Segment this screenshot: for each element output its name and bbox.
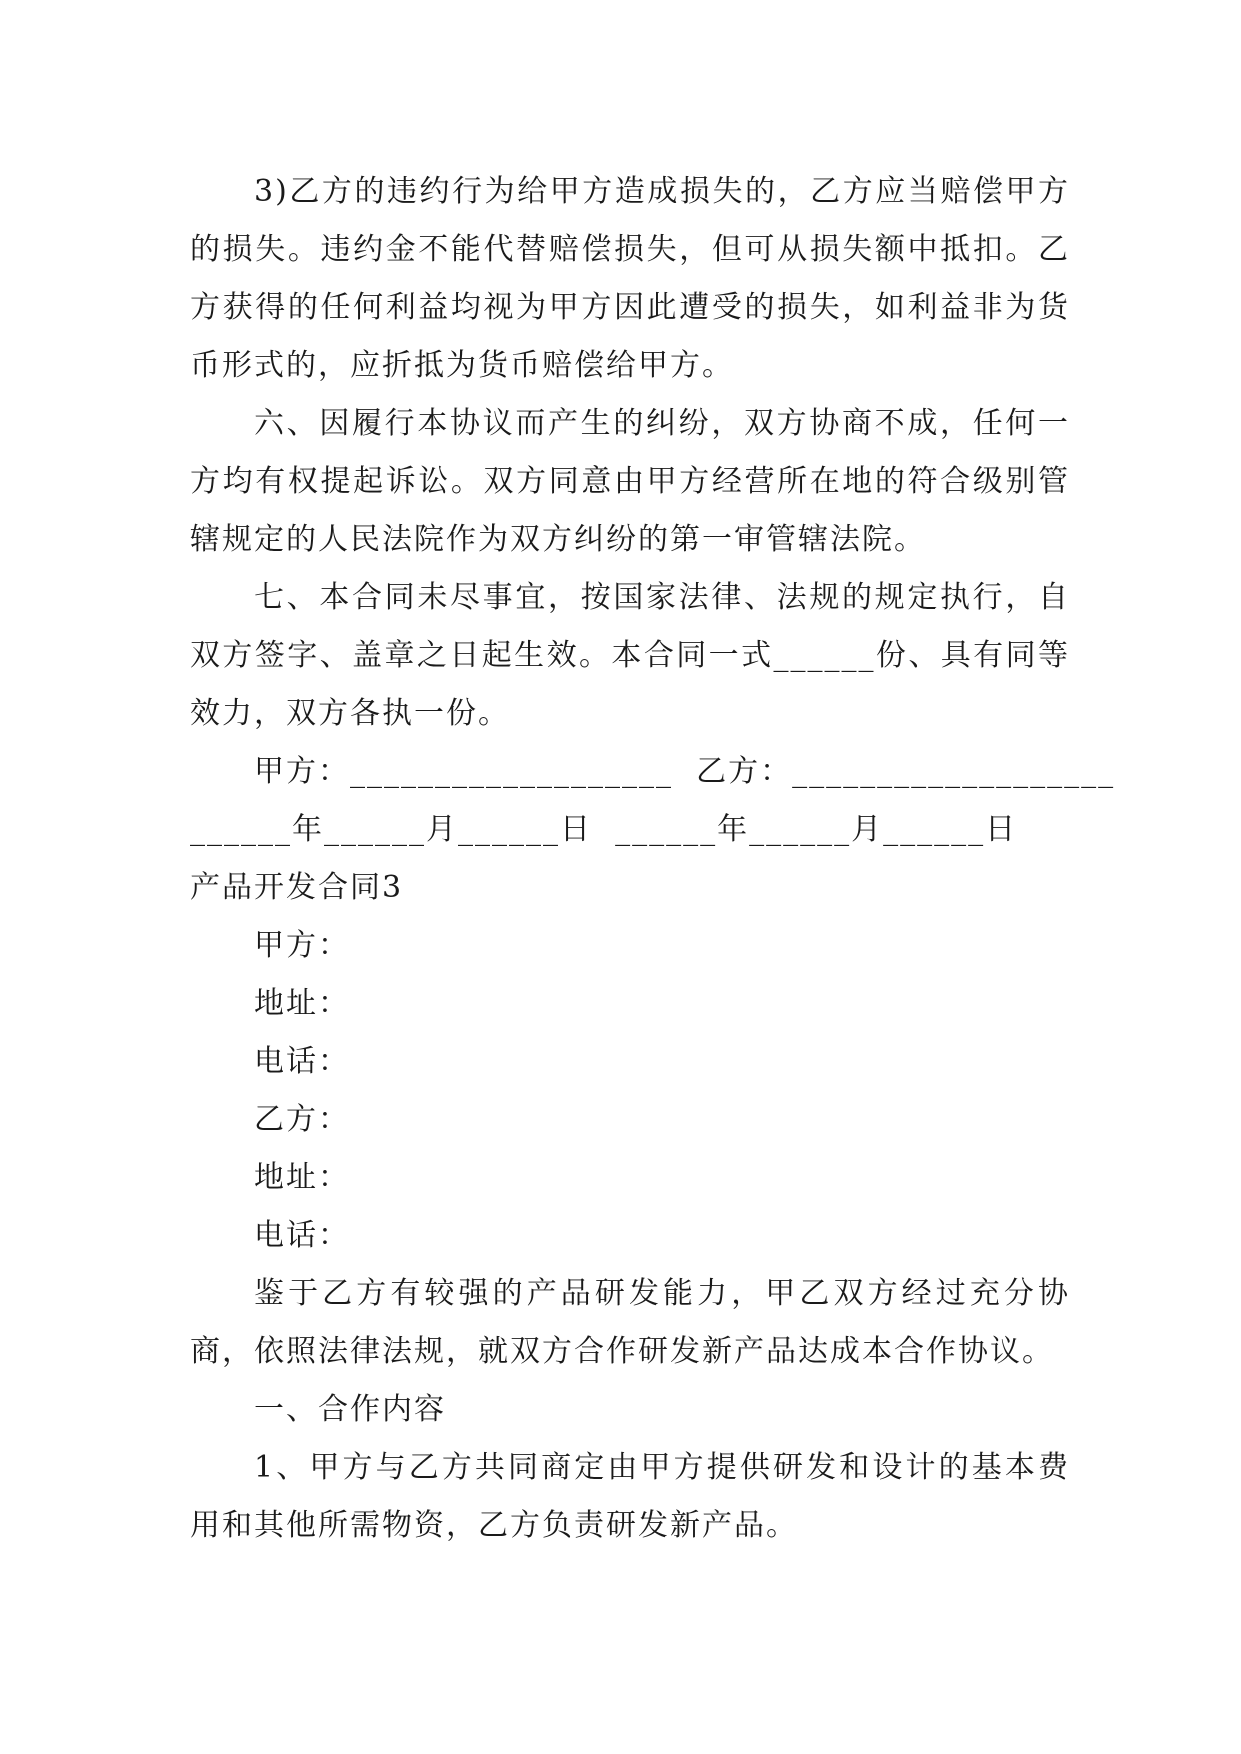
section-title: 产品开发合同3 bbox=[190, 870, 404, 905]
document-content bbox=[190, 163, 1116, 1555]
paragraph-breach-compensation: 3)乙方的违约行为给甲方造成损失的，乙方应当赔偿甲方的损失。违约金不能代替赔偿损失，但可从损失额中抵扣。乙方获得的任何利益均视为甲方因此遭受的损失，如利益非为货币形式的，应折抵为货币赔偿给甲方。 bbox=[190, 174, 1070, 383]
paragraph-miscellaneous: 七、本合同未尽事宜，按国家法律、法规的规定执行，自双方签字、盖章之日起生效。本合同一式______份、具有同等效力，双方各执一份。 bbox=[190, 580, 1070, 731]
party-b-phone-label: 电话： bbox=[254, 1218, 350, 1253]
signature-line: 甲方：___________________ 乙方：___________________ bbox=[254, 754, 1116, 789]
paragraph-dispute-resolution: 六、因履行本协议而产生的纠纷，双方协商不成，任何一方均有权提起诉讼。双方同意由甲方经营所在地的符合级别管辖规定的人民法院作为双方纠纷的第一审管辖法院。 bbox=[190, 406, 1070, 557]
party-b-label: 乙方： bbox=[254, 1102, 350, 1137]
party-a-phone-label: 电话： bbox=[254, 1044, 350, 1079]
paragraph-clause-1: 1、甲方与乙方共同商定由甲方提供研发和设计的基本费用和其他所需物资，乙方负责研发新产品。 bbox=[190, 1450, 1070, 1543]
party-b-address-label: 地址： bbox=[254, 1160, 350, 1195]
paragraph-preamble: 鉴于乙方有较强的产品研发能力，甲乙双方经过充分协商，依照法律法规，就双方合作研发新产品达成本合作协议。 bbox=[190, 1276, 1070, 1369]
heading-cooperation-content: 一、合作内容 bbox=[254, 1392, 446, 1427]
party-a-address-label: 地址： bbox=[254, 986, 350, 1021]
date-line: ______年______月______日 ______年______月______日 bbox=[190, 812, 1018, 847]
party-a-label: 甲方： bbox=[254, 928, 350, 963]
